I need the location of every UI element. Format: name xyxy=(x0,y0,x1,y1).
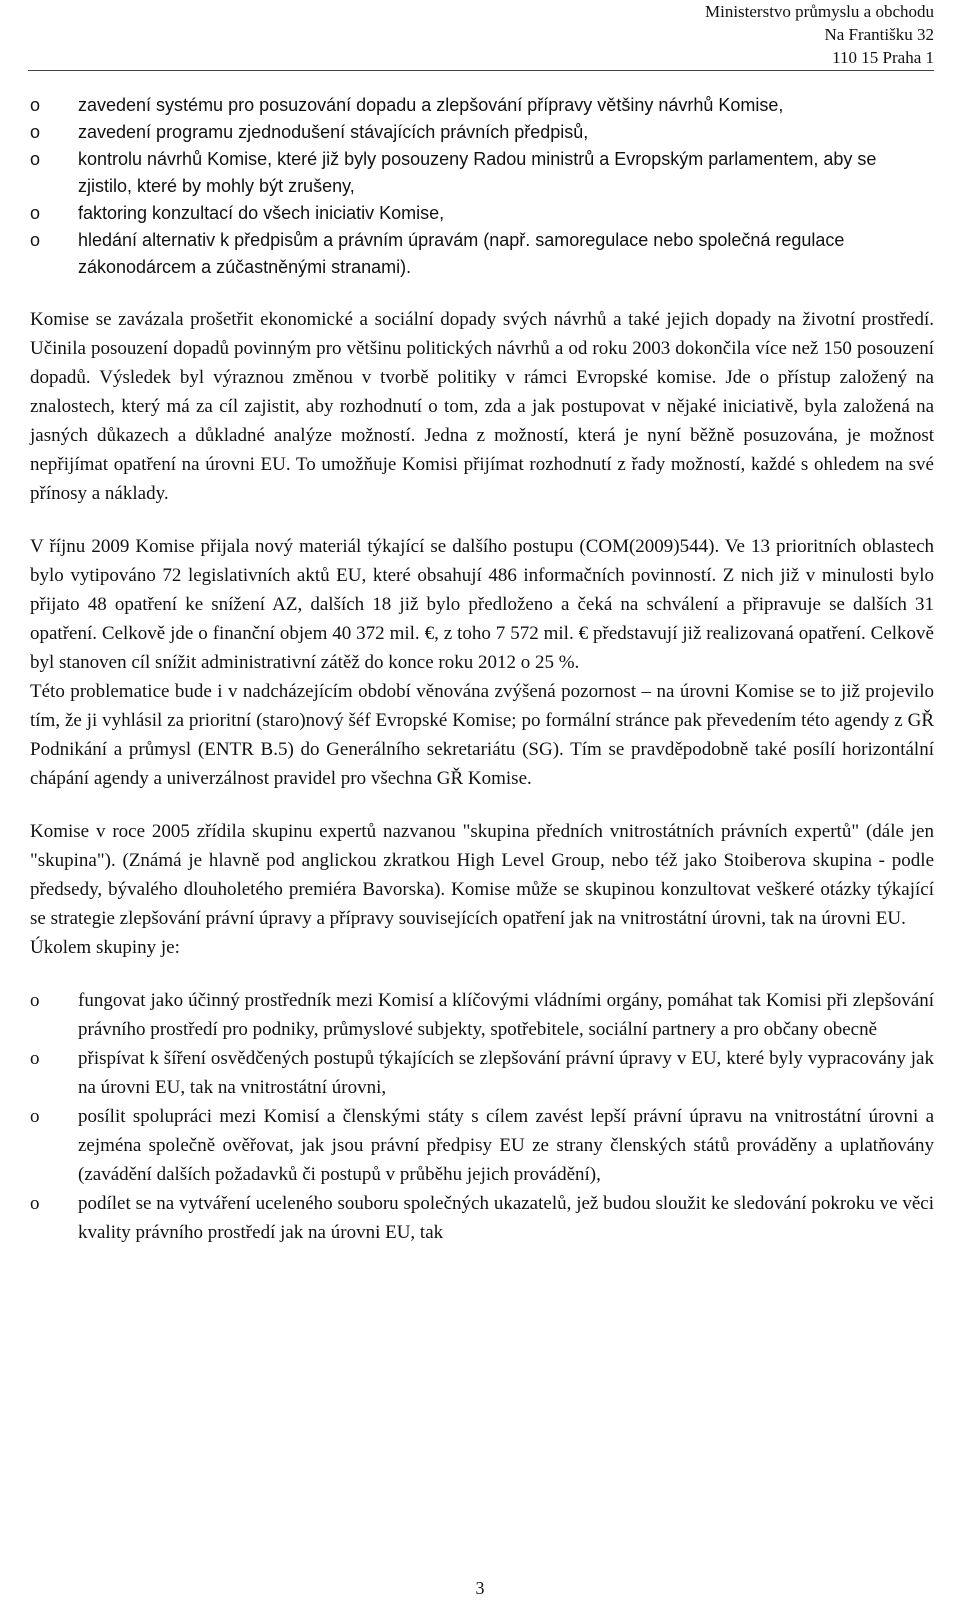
list-item-text: zavedení systému pro posuzování dopadu a zlepšování přípravy většiny návrhů Komise, xyxy=(78,95,784,115)
tasks-list xyxy=(30,986,934,1247)
measures-list xyxy=(30,92,934,281)
bullet-marker: o xyxy=(30,149,41,169)
list-item-text: faktoring konzultací do všech iniciativ Komise, xyxy=(78,203,445,223)
document-body xyxy=(30,92,934,1247)
list-item-text: podílet se na vytváření uceleného souboru společných ukazatelů, jež budou sloužit ke sledování pokroku ve věci kvality právního prostředí jak na úrovni EU, tak xyxy=(78,1193,934,1243)
list-item xyxy=(30,1044,934,1102)
bullet-marker: o xyxy=(30,203,41,223)
list-item-text: hledání alternativ k předpisům a právním úpravám (např. samoregulace nebo společná regulace zákonodárcem a zúčastněnými stranami). xyxy=(78,230,845,277)
bullet-marker: o xyxy=(30,1106,40,1127)
header-city: 110 15 Praha 1 xyxy=(832,48,934,67)
paragraph-october-2009: V říjnu 2009 Komise přijala nový materiál týkající se dalšího postupu (COM(2009)544). Ve 13 prioritních oblastech bylo vytipováno 72 legislativních aktů EU, které obsahují 486 informačních povinností. Z nich již v minulosti bylo přijato 48 opatření ke snížení AZ, dalších 18 již bylo předloženo a čeká na schválení a připravuje se dalších 31 opatření. Celkově jde o finanční objem 40 372 mil. €, z toho 7 572 mil. € představují již realizovaná opatření. Celkově byl stanoven cíl snížit administrativní zátěž do konce roku 2012 o 25 %. xyxy=(30,536,934,673)
list-item-text: přispívat k šíření osvědčených postupů týkajících se zlepšování právní úpravy v EU, které byly vypracovány jak na úrovni EU, tak na vnitrostátní úrovni, xyxy=(78,1048,934,1098)
bullet-marker: o xyxy=(30,990,40,1011)
list-item xyxy=(30,92,934,119)
page-number: 3 xyxy=(475,1578,485,1598)
list-item xyxy=(30,119,934,146)
list-item-text: kontrolu návrhů Komise, které již byly posouzeny Radou ministrů a Evropským parlamentem, aby se zjistilo, které by mohly být zrušeny, xyxy=(78,149,877,196)
list-item xyxy=(30,1102,934,1189)
list-item xyxy=(30,200,934,227)
list-item-text: fungovat jako účinný prostředník mezi Komisí a klíčovými vládními orgány, pomáhat tak Komisi při zlepšování právního prostředí pro podniky, průmyslové subjekty, spotřebitele, sociální partnery a pro občany obecně xyxy=(78,990,934,1040)
header-street: Na Františku 32 xyxy=(824,25,934,44)
paragraph-priority-agenda: Této problematice bude i v nadcházejícím období věnována zvýšená pozornost – na úrovni Komise se to již projevilo tím, že ji vyhlásil za prioritní (staro)nový šéf Evropské Komise; po formální stránce pak převedením této agendy z GŘ Podnikání a průmysl (ENTR B.5) do Generálního sekretariátu (SG). Tím se pravděpodobně také posílí horizontální chápání agendy a univerzálnost pravidel pro všechna GŘ Komise. xyxy=(30,681,934,789)
list-item-text: posílit spolupráci mezi Komisí a členskými státy s cílem zavést lepší právní úpravu na vnitrostátní úrovni a zejména společně ověřovat, jak jsou právní předpisy EU ze strany členských států prováděny a uplatňovány (zavádění dalších požadavků či postupů v průběhu jejich provádění), xyxy=(78,1106,934,1185)
page-header xyxy=(705,0,934,69)
list-item-text: zavedení programu zjednodušení stávajících právních předpisů, xyxy=(78,122,589,142)
bullet-marker: o xyxy=(30,1048,40,1069)
paragraph-expert-group: Komise v roce 2005 zřídila skupinu expertů nazvanou "skupina předních vnitrostátních právních expertů" (dále jen "skupina"). (Známá je hlavně pod anglickou zkratkou High Level Group, nebo též jako Stoiberova skupina - podle předsedy, bývalého dlouholetého premiéra Bavorska). Komise může se skupinou konzultovat veškeré otázky týkající se strategie zlepšování právní úpravy a přípravy souvisejících opatření jak na vnitrostátní úrovni, tak na úrovni EU. xyxy=(30,821,934,929)
header-ministry: Ministerstvo průmyslu a obchodu xyxy=(704,2,934,21)
paragraph-impact-assessment: Komise se zavázala prošetřit ekonomické a sociální dopady svých návrhů a také jejich dopady na životní prostředí. Učinila posouzení dopadů povinným pro většinu politických návrhů a od roku 2003 dokončila více než 150 posouzení dopadů. Výsledek byl výraznou změnou v tvorbě politiky v rámci Evropské komise. Jde o přístup založený na znalostech, který má za cíl zajistit, aby rozhodnutí o tom, zda a jak postupovat v nějaké iniciativě, byla založená na jasných důkazech a důkladné analýze možností. Jedna z možností, která je nyní běžně posuzována, je možnost nepřijímat opatření na úrovni EU. To umožňuje Komisi přijímat rozhodnutí z řady možností, každé s ohledem na své přínosy a náklady. xyxy=(30,309,934,504)
list-item xyxy=(30,1189,934,1247)
list-item xyxy=(30,227,934,281)
header-divider xyxy=(28,70,934,71)
paragraph-group-tasks: Úkolem skupiny je: xyxy=(30,937,180,958)
bullet-marker: o xyxy=(30,95,41,115)
list-item xyxy=(30,986,934,1044)
bullet-marker: o xyxy=(30,122,41,142)
bullet-marker: o xyxy=(30,1193,40,1214)
list-item xyxy=(30,146,934,200)
bullet-marker: o xyxy=(30,230,41,250)
